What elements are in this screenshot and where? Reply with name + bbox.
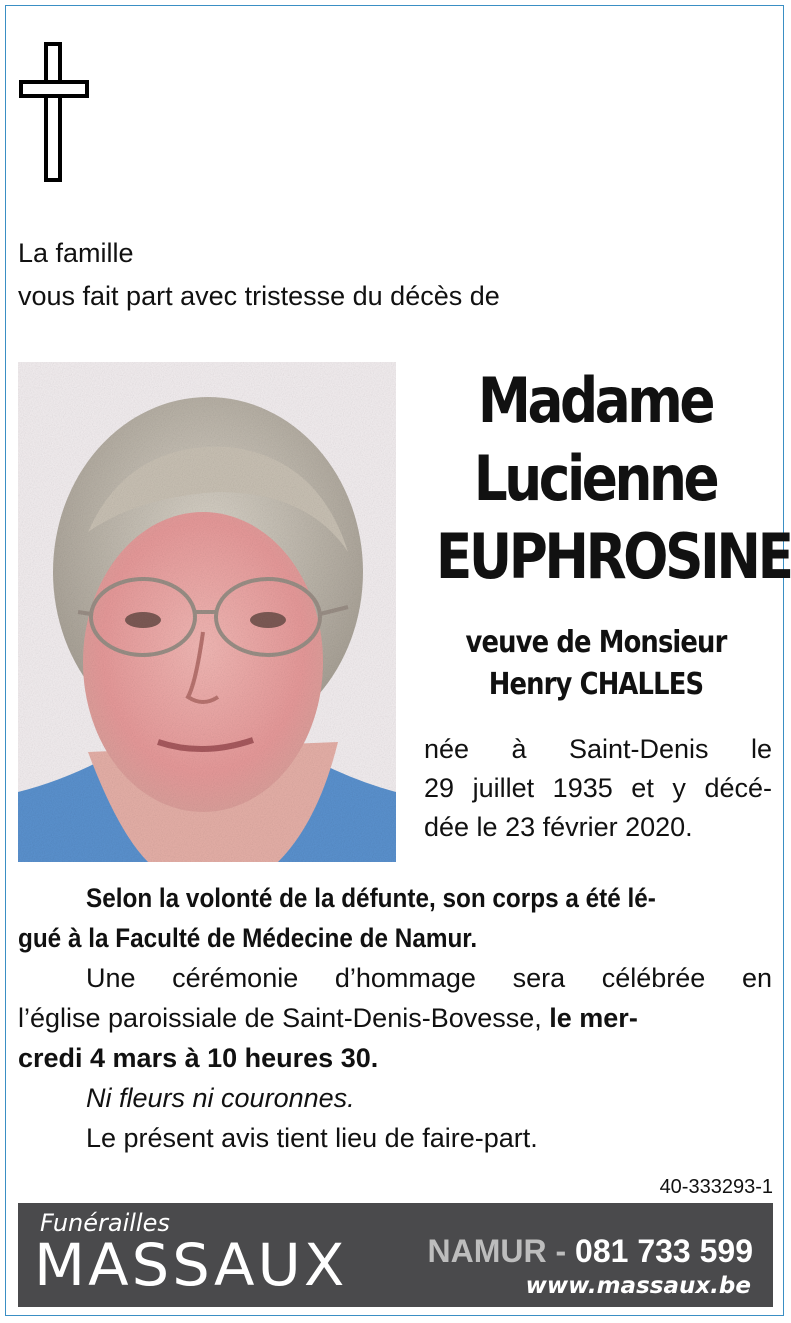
contact-separator: -: [555, 1233, 567, 1269]
funeral-home-website: www.massaux.be: [525, 1273, 751, 1299]
intro-text: [18, 232, 500, 318]
funeral-home-banner: [18, 1203, 773, 1307]
widow-line-1: veuve de Monsieur: [465, 625, 727, 660]
funeral-home-name: MASSAUX: [34, 1231, 348, 1299]
reference-number: 40-333293-1: [659, 1176, 773, 1198]
portrait-photo: [18, 362, 396, 862]
birth-line-2: 29 juillet 1935 et y décé-: [424, 773, 772, 803]
funeral-home-contact: [428, 1233, 753, 1270]
ceremony-line-1: Une cérémonie d’hommage sera célébrée en: [86, 963, 772, 993]
ceremony-date-start: le mer-: [549, 1003, 638, 1033]
birth-line-3: dée le 23 février 2020.: [424, 812, 693, 842]
deceased-name: [410, 362, 791, 596]
cross-icon: [18, 40, 90, 185]
ceremony-line-2: [18, 998, 772, 1038]
no-flowers-note: Ni fleurs ni couronnes.: [86, 1083, 355, 1113]
bequest-line-2: gué à la Faculté de Médecine de Namur.: [18, 923, 478, 953]
birth-death-details: [424, 730, 772, 847]
funeral-home-phone: 081 733 599: [575, 1233, 753, 1269]
funeral-home-city: NAMUR: [427, 1233, 547, 1269]
notice-body: [18, 878, 772, 1158]
widow-line-2: Henry CHALLES: [488, 667, 704, 702]
widow-of: [410, 622, 782, 706]
portrait-image: [18, 362, 396, 862]
bequest-line-1: Selon la volonté de la défunte, son corps a été lé-: [86, 883, 656, 913]
deceased-title: Madame: [477, 364, 713, 437]
deceased-last-name: EUPHROSINE: [435, 520, 791, 593]
ceremony-line-3: credi 4 mars à 10 heures 30.: [18, 1043, 379, 1073]
birth-line-1: née à Saint-Denis le: [424, 734, 772, 764]
intro-line-2: vous fait part avec tristesse du décès de: [18, 281, 500, 312]
deceased-first-name: Lucienne: [473, 442, 717, 515]
announcement-note: Le présent avis tient lieu de faire-part.: [86, 1123, 538, 1153]
intro-line-1: La famille: [18, 238, 134, 268]
ceremony-line-2-text: l’église paroissiale de Saint-Denis-Bovesse,: [18, 1003, 550, 1033]
funeral-home-label: Funérailles: [40, 1209, 170, 1237]
